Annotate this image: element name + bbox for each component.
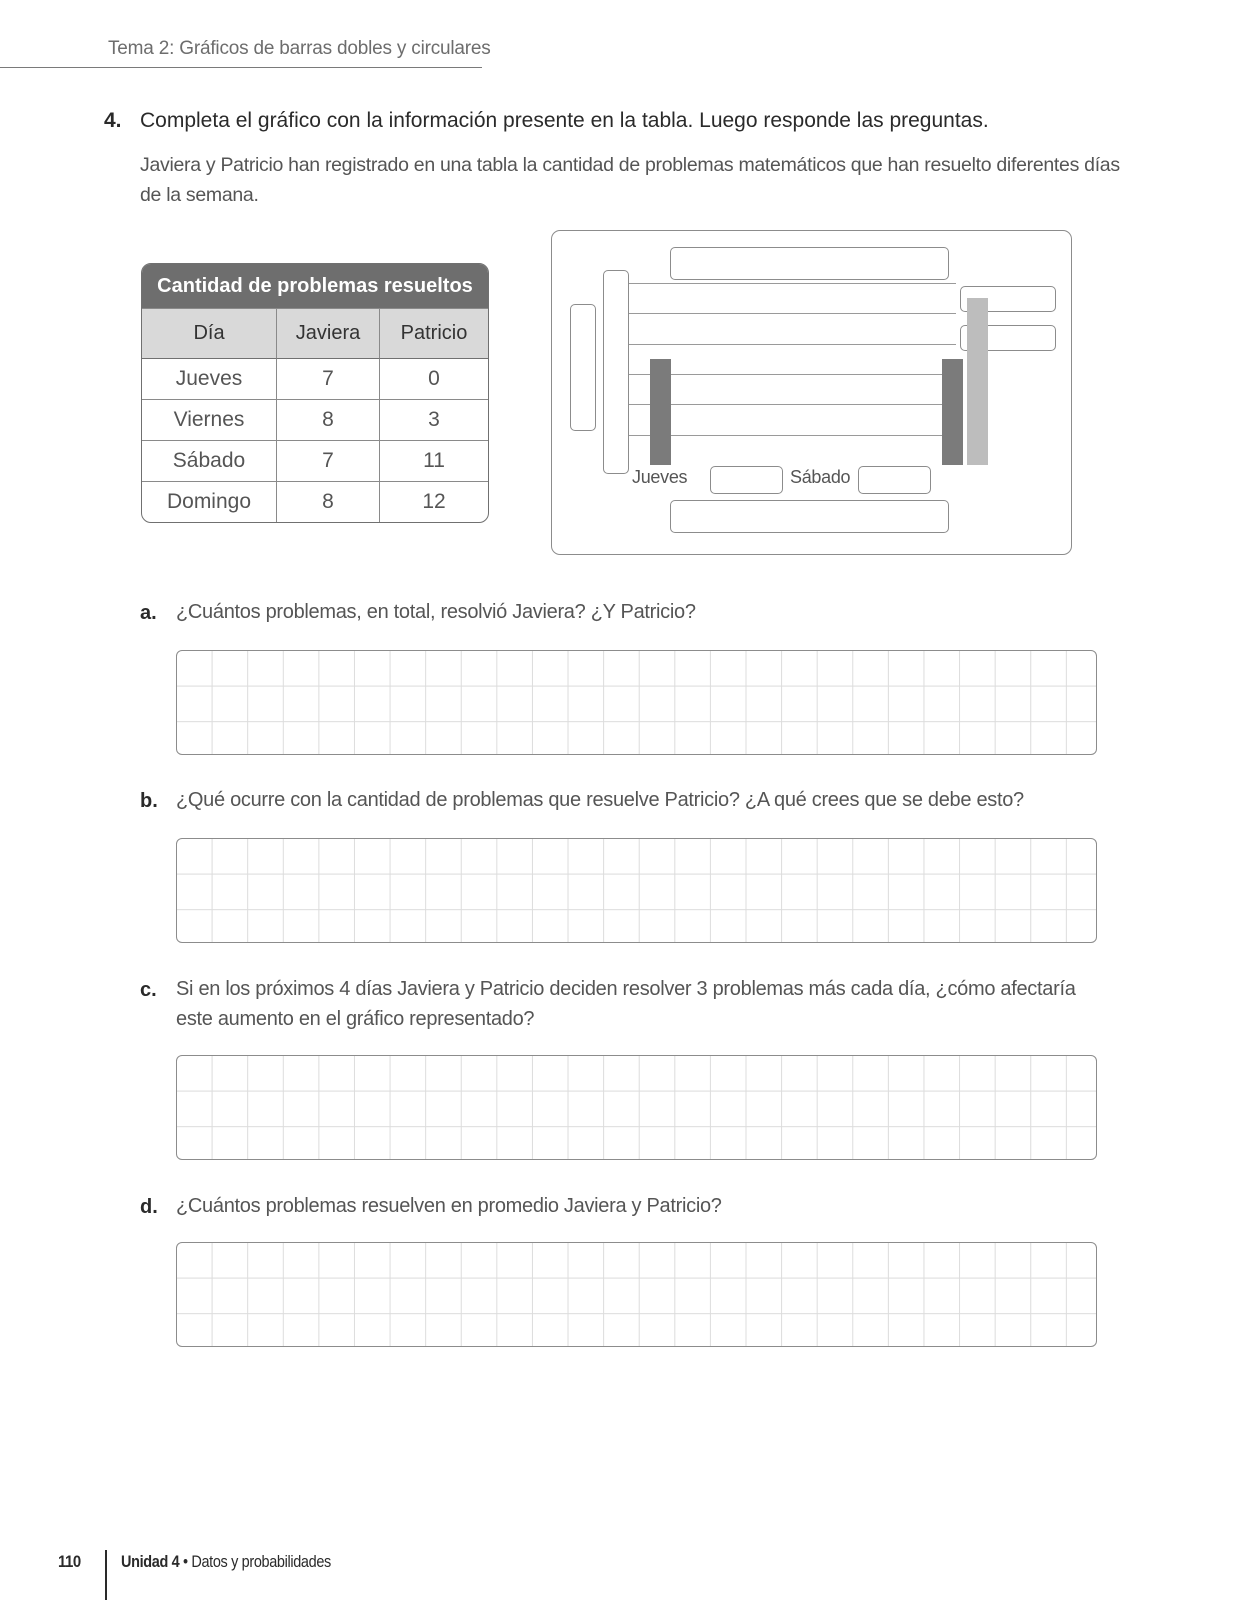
cell-javiera: 8	[276, 481, 379, 522]
question-intro: Javiera y Patricio han registrado en una tabla la cantidad de problemas matemáticos que han resuelto diferentes días de la semana.	[140, 154, 1120, 206]
cell-patricio: 12	[379, 481, 488, 522]
chart-gridline	[629, 313, 956, 314]
chart-xtick-label: Sábado	[790, 467, 851, 487]
subquestion-text: ¿Cuántos problemas resuelven en promedio Javiera y Patricio?	[176, 1195, 722, 1217]
subquestion-letter: c.	[140, 979, 157, 1001]
subquestion-letter: d.	[140, 1196, 158, 1218]
chart-gridline	[629, 283, 956, 284]
chart-gridline	[629, 404, 956, 405]
cell-patricio: 3	[379, 399, 488, 440]
cell-day: Sábado	[142, 440, 276, 481]
table-row	[142, 399, 488, 440]
table-caption: Cantidad de problemas resueltos	[142, 264, 488, 308]
table-header-row	[142, 308, 488, 358]
footer-separator: •	[179, 1552, 192, 1571]
cell-day: Jueves	[142, 358, 276, 399]
cell-javiera: 8	[276, 399, 379, 440]
chart-xtick-label: Jueves	[632, 467, 688, 487]
table-row	[142, 440, 488, 481]
blank-ylabel-box[interactable]	[570, 304, 596, 431]
chart-bar	[967, 298, 988, 465]
blank-title-box[interactable]	[670, 247, 949, 280]
header-dia: Día	[142, 308, 276, 358]
page-number: 110	[58, 1552, 81, 1571]
header-patricio: Patricio	[379, 308, 488, 358]
answer-grid-d[interactable]	[176, 1242, 1097, 1347]
question-number: 4.	[104, 109, 122, 132]
answer-grid-a[interactable]	[176, 650, 1097, 755]
blank-xlabel-box[interactable]	[670, 500, 949, 533]
blank-category-box-4[interactable]	[858, 466, 931, 494]
running-header	[108, 38, 491, 60]
footer-rule	[105, 1550, 107, 1600]
subquestion-text: ¿Cuántos problemas, en total, resolvió Javiera? ¿Y Patricio?	[176, 601, 696, 623]
subquestion-text: ¿Qué ocurre con la cantidad de problemas que resuelve Patricio? ¿A qué crees que se debe esto?	[176, 789, 1024, 811]
answer-grid-c[interactable]	[176, 1055, 1097, 1160]
subquestion-letter: b.	[140, 790, 158, 812]
chart-bar	[650, 359, 671, 465]
answer-grid-b[interactable]	[176, 838, 1097, 943]
question-title: Completa el gráfico con la información presente en la tabla. Luego responde las preguntas.	[140, 109, 989, 132]
bar-chart	[551, 230, 1072, 555]
tema-title: Gráficos de barras dobles y circulares	[174, 38, 491, 59]
chart-gridline	[629, 435, 956, 436]
cell-javiera: 7	[276, 440, 379, 481]
tema-label: Tema 2:	[108, 38, 175, 59]
cell-day: Domingo	[142, 481, 276, 522]
cell-day: Viernes	[142, 399, 276, 440]
subquestion-text: Si en los próximos 4 días Javiera y Patricio deciden resolver 3 problemas más cada día, ¿cómo afectaría este aumento en el gráfico representado?	[176, 978, 1076, 1030]
cell-javiera: 7	[276, 358, 379, 399]
footer-unit-title: Datos y probabilidades	[191, 1552, 331, 1571]
chart-gridline	[629, 344, 956, 345]
table-row	[142, 358, 488, 399]
chart-gridline	[629, 374, 956, 375]
table-row	[142, 481, 488, 522]
chart-bar	[942, 359, 963, 465]
subquestion-letter: a.	[140, 602, 157, 624]
problems-table	[141, 263, 489, 523]
blank-category-box-2[interactable]	[710, 466, 783, 494]
cell-patricio: 0	[379, 358, 488, 399]
cell-patricio: 11	[379, 440, 488, 481]
blank-yaxis-box[interactable]	[603, 270, 629, 474]
header-javiera: Javiera	[276, 308, 379, 358]
header-rule	[0, 67, 482, 68]
footer-unit: Unidad 4	[121, 1552, 180, 1571]
table-caption-row	[142, 264, 488, 308]
footer-text	[121, 1552, 331, 1572]
